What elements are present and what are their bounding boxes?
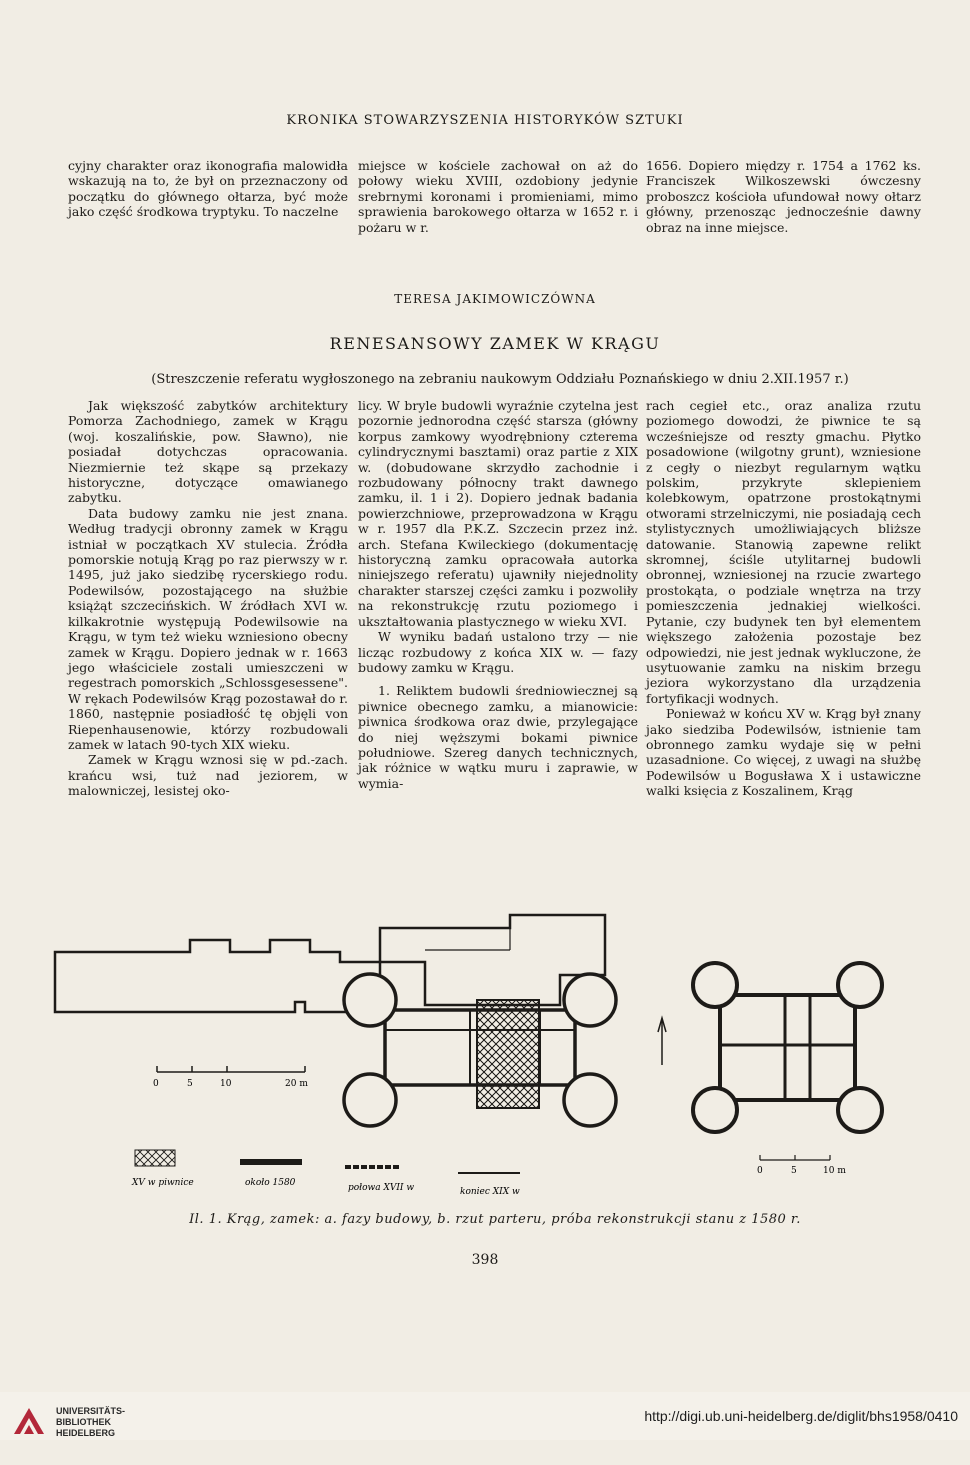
prev-article-column-2 (358, 158, 638, 235)
prev-article-text: 1656. Dopiero między r. 1754 a 1762 ks. Franciszek Wilkoszewski ówczesny proboszcz kościoła ufundował nowy ołtarz główny, przenosząc jednocześnie dawny obraz na inne miejsce. (646, 158, 921, 235)
scale-a-tick: 0 (153, 1079, 159, 1089)
paragraph: licy. W bryle budowli wyraźnie czytelna jest pozornie jednorodna część starsza (główny korpus zamkowy wyodrębniony czterema cylindrycznymi basztami) oraz partie z XIX w. (dobudowane skrzydło zachodnie i rozbudowany północny trakt dawnego zamku, il. 1 i 2). Dopiero jednak badania powierzchniowe, przeprowadzona w Krągu w r. 1957 dla P.K.Z. Szczecin przez inż. arch. Stefana Kwileckiego (dokumentację historyczną zamku opracowała autorka niniejszego referatu) ujawniły niejednolity charakter starszej części zamku i pozwoliły na rekonstrukcję rzutu poziomego i ukształtowania plastycznego w wieku XVI. (358, 398, 638, 629)
scale-b-tick: 5 (791, 1166, 797, 1176)
article-title: RENESANSOWY ZAMEK W KRĄGU (329, 334, 661, 353)
figure-caption: Il. 1. Krąg, zamek: a. fazy budowy, b. rzut parteru, próba rekonstrukcji stanu z 1580 r. (189, 1212, 801, 1227)
paragraph: W wyniku badań ustalono trzy — nie licząc rozbudowy z końca XIX w. — fazy budowy zamku w Krągu. (358, 629, 638, 675)
article-subtitle: (Streszczenie referatu wygłoszonego na zebraniu naukowym Oddziału Poznańskiego w dniu 2.XII.1957 r.) (151, 372, 849, 387)
plan-a-tower (344, 974, 396, 1026)
university-library-logo-icon (12, 1404, 46, 1438)
prev-article-text: cyjny charakter oraz ikonografia malowidła wskazują na to, że był on przeznaczony od początku do głównego ołtarza, być może jako część środkowa tryptyku. To naczelne (68, 158, 348, 220)
plan-a-tower (344, 1074, 396, 1126)
library-name-line: UNIVERSITÄTS- (56, 1406, 126, 1416)
article-column-1 (68, 398, 348, 799)
plan-b-scale (760, 1155, 830, 1160)
legend-label: XV w piwnice (132, 1178, 194, 1188)
running-head: KRONIKA STOWARZYSZENIA HISTORYKÓW SZTUKI (286, 113, 684, 128)
prev-article-column-3 (646, 158, 921, 235)
scale-a-tick: 10 (220, 1079, 232, 1089)
paragraph: Ponieważ w końcu XV w. Krąg był znany jako siedziba Podewilsów, istnienie tam obronnego zamku wydaje się w pełni uzasadnione. Co więcej, z uwagi na służbę Podewilsów u Bogusława X i ustawiczne walki księcia z Koszalinem, Krąg (646, 706, 921, 799)
paragraph: 1. Reliktem budowli średniowiecznej są piwnice obecnego zamku, a mianowicie: piwnica środkowa oraz dwie, przylegające do niej węższymi bokami piwnice południowe. Szereg danych technicznych, jak różnice w wątku muru i zaprawie, w wymia- (358, 683, 638, 791)
paragraph: Data budowy zamku nie jest znana. Według tradycji obronny zamek w Krągu istniał w początkach XV stulecia. Źródła pomorskie notują Krąg po raz pierwszy w r. 1495, już jako siedzibę rycerskiego rodu. Podewilsów, pozostającego na służbie książąt szczecińskich. W źródłach XVI w. kilkakrotnie występują Podewilsowie na Krągu, w tym też wieku wzniesiono obecny zamek w Krągu. Dopiero jednak w r. 1663 jego właściciele zostali umieszczeni w regestrach pomorskich „Schlossgesessene". W rękach Podewilsów Krąg pozostawał do r. 1860, następnie posiadłość tę objęli von Riepenhausenowie, którzy rozbudowali zamek w latach 90-tych XIX wieku. (68, 505, 348, 752)
scale-a-tick: 5 (187, 1079, 193, 1089)
plan-b-ground-floor (693, 963, 882, 1132)
legend-label: połowa XVII w (348, 1183, 415, 1193)
legend-swatches (135, 1150, 520, 1173)
castle-plan-figure (40, 900, 940, 1210)
paragraph: Jak większość zabytków architektury Pomorza Zachodniego, zamek w Krągu (woj. koszalińskie, pow. Sławno), nie posiadał dotychczas opracowania. Niezmiernie też skąpe są przekazy historyczne, dotyczące omawianego zabytku. (68, 398, 348, 506)
source-url-link[interactable]: http://digi.ub.uni-heidelberg.de/diglit/bhs1958/0410 (644, 1408, 958, 1424)
article-author: TERESA JAKIMOWICZÓWNA (394, 292, 596, 306)
page-number: 398 (471, 1252, 499, 1268)
article-column-2 (358, 398, 638, 791)
scale-a-tick: 20 m (285, 1079, 308, 1089)
prev-article-column-1 (68, 158, 348, 220)
plan-a-west-wing (55, 940, 380, 1012)
legend-label: około 1580 (245, 1178, 296, 1188)
library-name-line: HEIDELBERG (56, 1428, 116, 1438)
legend-label: koniec XIX w (460, 1187, 520, 1197)
plan-a-tower (564, 974, 616, 1026)
library-name (56, 1406, 125, 1439)
plan-a-tower (564, 1074, 616, 1126)
article-column-3 (646, 398, 921, 799)
north-arrow-icon (658, 1018, 666, 1065)
paragraph: Zamek w Krągu wznosi się w pd.-zach. krańcu wsi, tuż nad jeziorem, w malowniczej, lesistej oko- (68, 752, 348, 799)
library-name-line: BIBLIOTHEK (56, 1417, 111, 1427)
plan-a-building-phases (55, 915, 616, 1126)
paragraph: rach cegieł etc., oraz analiza rzutu poziomego dowodzi, że piwnice te są wcześniejsze od reszty gmachu. Płytko posadowione (wilgotny grunt), wzniesione z cegły o niezbyt regularnym wątku polskim, przykryte sklepieniem kolebkowym, opatrzone prostokątnymi otworami strzelniczymi, nie posiadają cech stylistycznych umożliwiających bliższe datowanie. Stanowią zapewne relikt skromnej, ściśle utylitarnej budowli obronnej, wzniesionej na rzucie zwartego prostokąta, o podziale wnętrza na trzy pomieszczenia jednakiej wielkości. Pytanie, czy budynek ten był elementem większego założenia pozostaje bez odpowiedzi, nie jest jednak wykluczone, że usytuowanie zamku na niskim brzegu jeziora wykorzystano dla urządzenia fortyfikacji wodnych. (646, 398, 921, 706)
prev-article-text: miejsce w kościele zachował on aż do połowy wieku XVIII, ozdobiony jedynie srebrnymi koronami i promieniami, mimo sprawienia barokowego ołtarza w 1652 r. i pożaru w r. (358, 158, 638, 235)
plan-a-scale (157, 1066, 305, 1072)
scale-b-tick: 10 m (823, 1166, 846, 1176)
scale-b-tick: 0 (757, 1166, 763, 1176)
